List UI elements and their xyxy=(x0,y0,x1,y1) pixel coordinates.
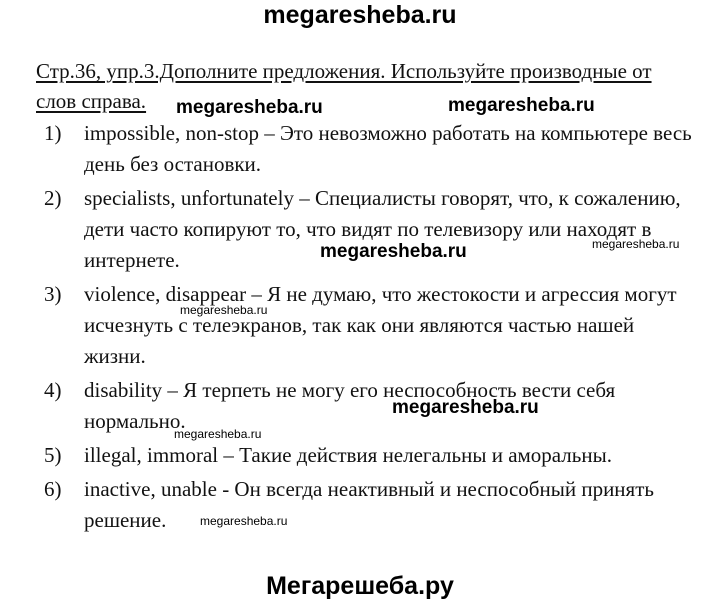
site-footer: Мегарешеба.ру xyxy=(266,572,454,600)
site-header: megaresheba.ru xyxy=(263,1,457,29)
answer-text: specialists, unfortunately – Специалисты говорят, что, к сожалению, дети часто копируют то, что видят по телевизору или находят в интернете. xyxy=(84,186,681,272)
answer-text: disability – Я терпеть не могу его неспособность вести себя нормально. xyxy=(84,378,616,433)
watermark: megaresheba.ru xyxy=(320,241,467,262)
watermark: megaresheba.ru xyxy=(174,427,262,441)
answer-number: 2) xyxy=(44,186,62,210)
answer-item-3 xyxy=(44,279,694,372)
answer-text: inactive, unable - Он всегда неактивный и неспособный принять решение. xyxy=(84,477,654,532)
answer-item-5 xyxy=(44,440,694,471)
answer-number: 3) xyxy=(44,282,62,306)
answer-item-1 xyxy=(44,118,694,180)
task-heading: Стр.36, упр.3.Дополните предложения. Используйте производные от слов справа. xyxy=(36,59,652,113)
watermark: megaresheba.ru xyxy=(200,514,288,528)
answer-item-4 xyxy=(44,375,694,437)
answer-text: illegal, immoral – Такие действия нелегальны и аморальны. xyxy=(84,443,612,467)
watermark: megaresheba.ru xyxy=(392,397,539,418)
answer-number: 5) xyxy=(44,443,62,467)
watermark: megaresheba.ru xyxy=(448,95,595,116)
answer-text: impossible, non-stop – Это невозможно работать на компьютере весь день без остановки. xyxy=(84,121,692,176)
answer-item-6 xyxy=(44,474,694,536)
watermark: megaresheba.ru xyxy=(176,97,323,118)
answer-list xyxy=(44,118,694,539)
answer-number: 6) xyxy=(44,477,62,501)
answer-number: 4) xyxy=(44,378,62,402)
watermark: megaresheba.ru xyxy=(592,237,680,251)
answer-number: 1) xyxy=(44,121,62,145)
answer-text: violence, disappear – Я не думаю, что жестокости и агрессия могут исчезнуть с телеэкранов, так как они являются частью нашей жизни. xyxy=(84,282,677,368)
watermark: megaresheba.ru xyxy=(180,303,268,317)
